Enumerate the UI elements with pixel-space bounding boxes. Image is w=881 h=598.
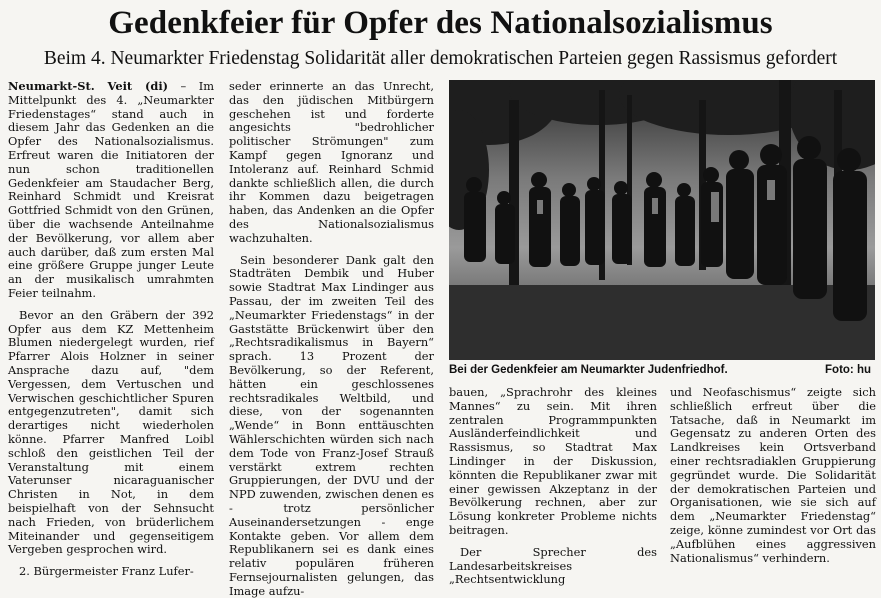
paragraph: 2. Bürgermeister Franz Lufer- xyxy=(19,564,194,579)
paragraph xyxy=(8,80,214,301)
subheadline: Beim 4. Neumarkter Friedenstag Solidarität aller demokratischen Parteien gegen Rassismus gefordert xyxy=(43,48,838,69)
paragraph: bauen, „Sprachrohr des kleines Mannes“ zu sein. Mit ihren zentralen Programmpunkten Ausländerfeindlichkeit und Rassismus, so Stadtrat Max Lindinger in der Diskussion, könnten die Republikaner zwar mit einer gewissen Akzeptanz in der Bevölkerung rechnen, aber zur Lösung konkreter Probleme nichts beitragen. xyxy=(449,385,657,537)
ceremony-photo-image xyxy=(449,80,875,360)
article-column-3 xyxy=(449,386,657,587)
paragraph: Bevor an den Gräbern der 392 Opfer aus dem KZ Mettenheim Blumen niedergelegt wurden, rief Pfarrer Alois Holzner in seiner Ansprache dazu auf, "dem Vergessen, dem Vertuschen und Verwischen geschichtlicher Spuren entgegenzutreten", damit sich derartiges nicht wiederholen könne. Pfarrer Manfred Loibl schloß den geistlichen Teil der Veranstaltung mit einem Vaterunser nicaraguanischer Christen in Not, in dem beispielhaft von der Sehnsucht nach Frieden, von brüderlichem Miteinander und gegenseitigem Vergeben gesprochen wird. xyxy=(8,307,214,557)
ceremony-photo xyxy=(449,80,875,360)
dateline: Neumarkt-St. Veit (di) xyxy=(8,79,169,93)
paragraph: und Neofaschismus“ zeigte sich schließlich erfreut über die Tatsache, daß in Neumarkt im Gegensatz zu anderen Orten des Landkreises kein Ortsverband einer rechtsradiaklen Gruppierung gegründet wurde. Die Solidarität der demokratischen Parteien und Organisationen, wie sie sich auf dem „Neumarkter Friedenstag“ zeige, könne zumindest vor Ort das „Aufblühen eines aggressiven Nationalismus“ verhindern. xyxy=(670,385,876,565)
paragraph: Der Sprecher des Landesarbeitskreises „Rechtsentwicklung xyxy=(449,544,657,587)
photo-caption xyxy=(449,362,875,378)
article-column-2 xyxy=(229,80,434,598)
article-column-4 xyxy=(670,386,876,565)
caption-text: Bei der Gedenkfeier am Neumarkter Judenfriedhof. xyxy=(449,364,728,376)
photo-credit: Foto: hu xyxy=(825,364,871,376)
headline: Gedenkfeier für Opfer des Nationalsozialismus xyxy=(108,5,773,41)
paragraph: Sein besonderer Dank galt den Stadträten Dembik und Huber sowie Stadtrat Max Lindinger aus Passau, der im zweiten Teil des „Neumarkter Friedenstags“ in der Gaststätte Brückenwirt über den „Rechtsradikalismus in Bayern“ sprach. 13 Prozent der Bevölkerung, so der Referent, hätten ein geschlossenes rechtsradikales Weltbild, und diese, von der sogenannten „Wende“ in Bonn enttäuschten Wählerschichten würden sich nach dem Tode von Franz-Josef Strauß verstärkt extrem rechten Gruppierungen, der DVU und der NPD zuwenden, zwischen denen es - trotz persönlicher Auseinandersetzungen - enge Kontakte geben. Vor allem dem Republikanern sei es dank eines relativ populären früheren Fernsejournalisten gelungen, das Image aufzu- xyxy=(229,252,434,598)
paragraph-text: – Im Mittelpunkt des 4. „Neumarkter Friedenstages“ stand auch in diesem Jahr das Gedenken an die Opfer des Nationalsozialismus. Erfreut waren die Initiatoren der nun schon traditionellen Gedenkfeier am Staudacher Berg, Reinhard Schmidt und Kreisrat Gottfried Schmidt von den Grünen, über die wachsende Anteilnahme der Bevölkerung, vor allem aber auch darüber, daß zum ersten Mal eine größere Gruppe junger Leute an der musikalisch umrahmten Feier teilnahm. xyxy=(8,79,214,300)
paragraph: seder erinnerte an das Unrecht, das den jüdischen Mitbürgern geschehen ist und forderte angesichts "bedrohlicher politischer Strömungen" zum Kampf gegen Ignoranz und Intoleranz auf. Reinhard Schmid dankte schließlich allen, die durch ihr Kommen dazu beigetragen haben, das Andenken an die Opfer des Nationalsozialismus wachzuhalten. xyxy=(229,79,434,245)
article-column-1 xyxy=(8,80,214,579)
